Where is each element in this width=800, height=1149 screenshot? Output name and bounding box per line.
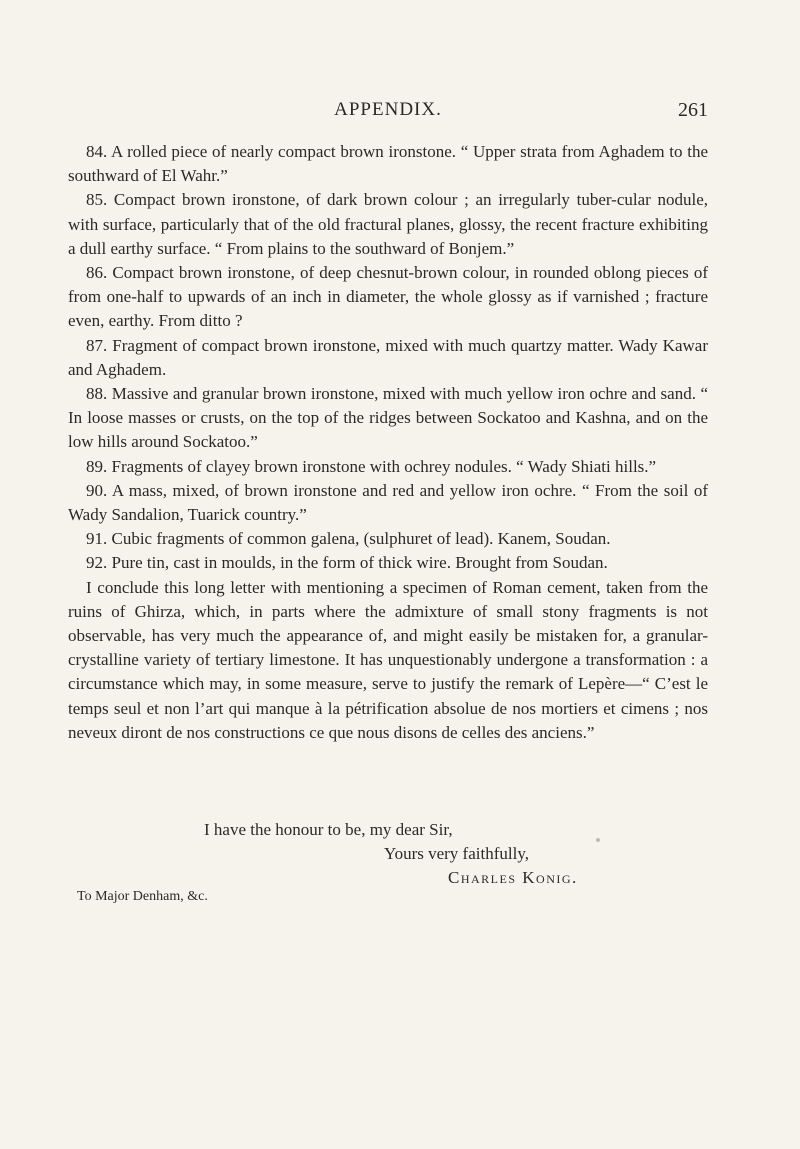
letter-closing [68,818,708,890]
entry-87: 87. Fragment of compact brown ironstone, mixed with much quartzy matter. Wady Kawar and Aghadem. [68,335,708,379]
entry-85: 85. Compact brown ironstone, of dark brown colour ; an irregularly tuber-cular nodule, with surface, particularly that of the old fractural planes, glossy, the recent fracture exhibiting a dull earthy surface. “ From plains to the southward of Bonjem.” [68,190,708,258]
addressee: To Major Denham, &c. [77,889,208,904]
body-text [68,140,708,745]
paper-speck [596,838,600,842]
closing-salutation: I have the honour to be, my dear Sir, [204,820,453,839]
running-title: APPENDIX. [334,99,442,120]
entry-84: 84. A rolled piece of nearly compact brown ironstone. “ Upper strata from Aghadem to the southward of El Wahr.” [68,142,708,186]
entry-89: 89. Fragments of clayey brown ironstone with ochrey nodules. “ Wady Shiati hills.” [86,456,657,476]
entry-90: 90. A mass, mixed, of brown ironstone and red and yellow iron ochre. “ From the soil of Wady Sandalion, Tuarick country.” [68,480,708,525]
closing-valediction: Yours very faithfully, [384,844,529,863]
concluding-paragraph: I conclude this long letter with mentioning a specimen of Roman cement, taken from the ruins of Ghirza, which, in parts where the admixture of small stony fragments is not observable, has very much the appearance of, and might easily be mistaken for, a granular-crystalline variety of tertiary limestone. It has unquestionably undergone a transformation : a circumstance which may, in some measure, serve to justify the remark of Lepère—“ C’est le temps seul et non l’art qui manque à la pétrification absolue de nos mortiers et cimens ; nos neveux diront de nos constructions ce que nous disons de celles des anciens.” [68,577,708,742]
entry-88: 88. Massive and granular brown ironstone, mixed with much yellow iron ochre and sand. “ In loose masses or crusts, on the top of the ridges between Sockatoo and Kashna, and on the low hills around Sockatoo.” [68,384,708,452]
page-number: 261 [678,99,708,121]
page-header [68,99,708,129]
entry-86: 86. Compact brown ironstone, of deep chesnut-brown colour, in rounded oblong pieces of from one-half to upwards of an inch in diameter, the whole glossy as if varnished ; fracture even, earthy. From ditto ? [68,263,708,331]
signature: Charles Konig. [448,868,578,887]
entry-91: 91. Cubic fragments of common galena, (sulphuret of lead). Kanem, Soudan. [86,529,611,549]
entry-92: 92. Pure tin, cast in moulds, in the form of thick wire. Brought from Soudan. [86,553,608,573]
